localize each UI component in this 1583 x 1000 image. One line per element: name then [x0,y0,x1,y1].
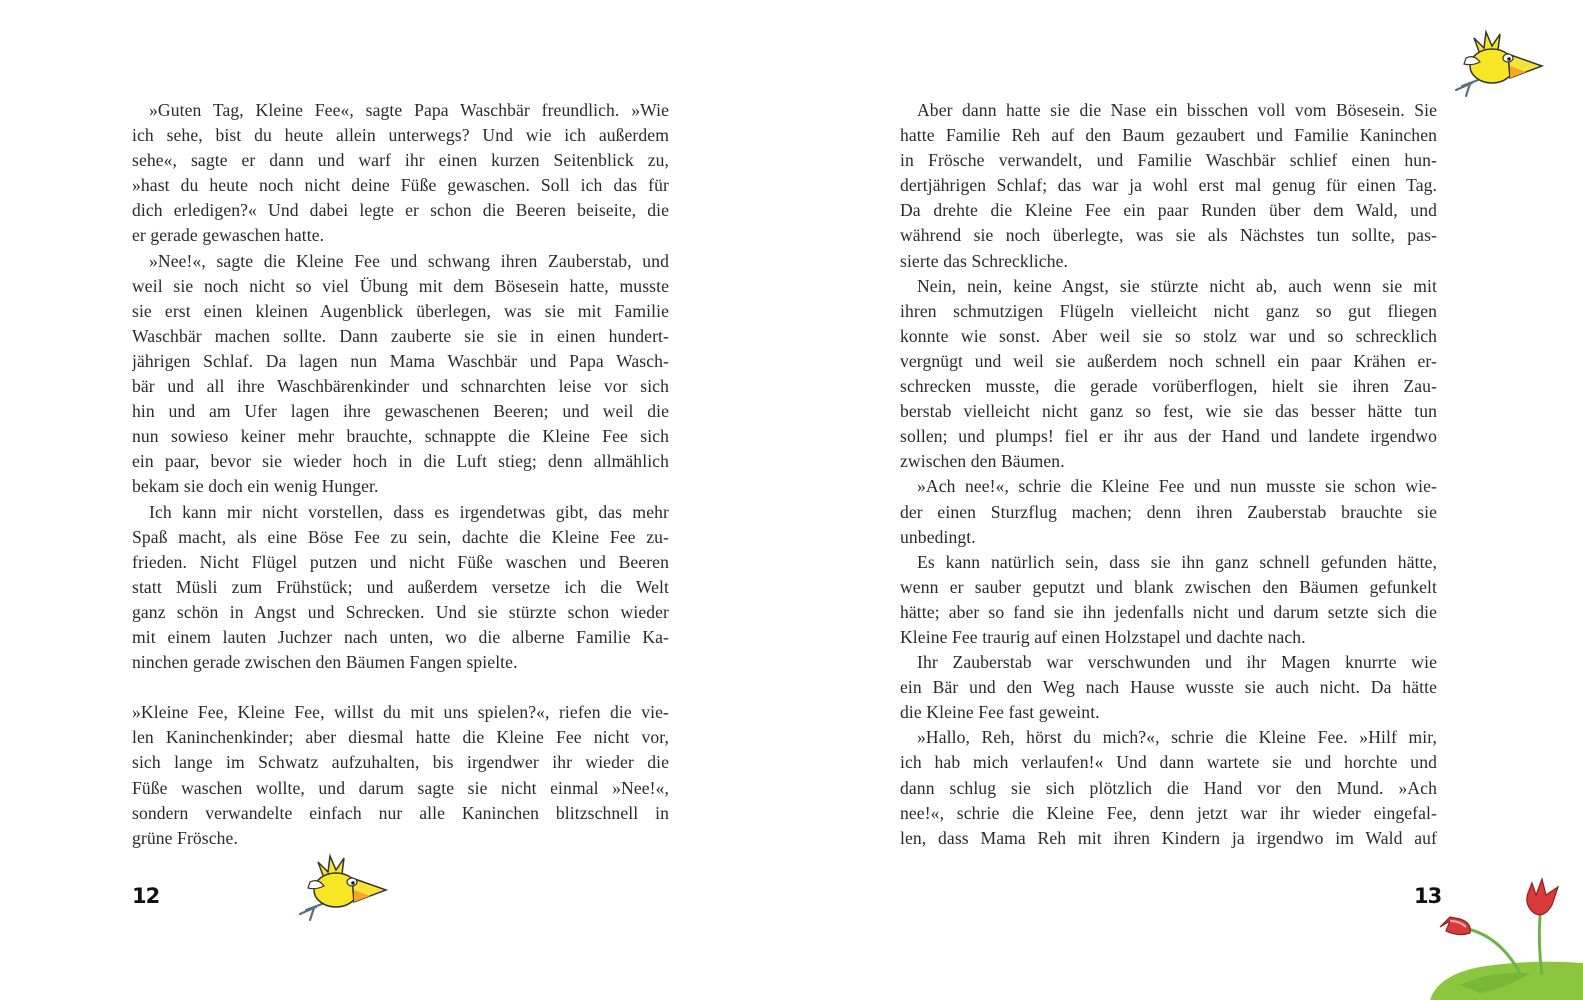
text-line: Ich kann mir nicht vorstellen, dass es irgendetwas gibt, das mehr [149,501,669,522]
text-line: vergnügt und weil sie außerdem noch schnell ein paar Krähen er- [900,350,1437,371]
text-line: sollen; und plumps! fiel er ihr aus der Hand und landete irgendwo [900,426,1437,447]
text-line: ein paar, bevor sie wieder hoch in die Luft stieg; denn allmählich [132,451,669,472]
text-line: sehe«, sagte er dann und warf ihr einen kurzen Seitenblick zu, [132,150,669,171]
text-line: len, dass Mama Reh mit ihren Kindern ja irgendwo im Wald auf [900,827,1437,848]
text-line: ich hab mich verlaufen!« Und dann wartete sie und horchte und [900,752,1437,773]
text-line: »Nee!«, sagte die Kleine Fee und schwang ihren Zauberstab, und [149,250,669,271]
left-page [0,0,791,1000]
text-line: »Kleine Fee, Kleine Fee, willst du mit uns spielen?«, riefen die vie- [132,702,669,723]
text-line: sondern verwandelte einfach nur alle Kaninchen blitzschnell in [132,802,669,823]
text-line: Waschbär machen sollte. Dann zauberte sie sie in einen hundert- [132,325,669,346]
text-line: Da drehte die Kleine Fee ein paar Runden über dem Wald, und [900,200,1437,221]
text-line: berstab vielleicht nicht ganz so fest, wie sie das besser hätte tun [900,401,1437,422]
text-line: hätte; aber so fand sie ihn jedenfalls nicht und darum setzte sich die [900,601,1437,622]
tulip-tall [1527,879,1558,915]
red-tulips-on-green-hill-illustration [1420,875,1583,1000]
text-line: »Ach nee!«, schrie die Kleine Fee und nun musste sie schon wie- [917,476,1437,497]
text-line: ninchen gerade zwischen den Bäumen Fangen spielte. [132,652,518,673]
bird-pupil [351,881,355,885]
text-line: Spaß macht, als eine Böse Fee zu sein, dachte die Kleine Fee zu- [132,526,669,547]
text-line: »Guten Tag, Kleine Fee«, sagte Papa Waschbär freundlich. »Wie [149,100,669,120]
text-line: frieden. Nicht Flügel putzen und nicht Füße waschen und Beeren [132,551,669,572]
text-line: jährigen Schlaf. Da lagen nun Mama Waschbär und Papa Wasch- [132,350,669,371]
yellow-bird-illustration [1452,28,1544,100]
text-line: wenn er sauber geputzt und blank zwischen den Bäumen gefunkelt [900,576,1437,597]
text-line: sie erst einen kleinen Augenblick überlegen, was sie mit Familie [132,300,669,321]
text-line: unbedingt. [900,526,976,547]
text-line: Es kann natürlich sein, dass sie ihn ganz schnell gefunden hätte, [917,551,1437,572]
text-line: nee!«, schrie die Kleine Fee, denn jetzt war ihr wieder eingefal- [900,802,1437,823]
page-number: 13 [1414,884,1442,908]
text-line: mit einem lauten Juchzer nach unten, wo die alberne Familie Ka- [132,626,669,647]
page-number: 12 [132,884,160,908]
text-line: ihren schmutzigen Flügeln vielleicht nicht ganz so gut fliegen [900,300,1437,321]
text-line: dertjährigen Schlaf; das war ja wohl erst mal genug für einen Tag. [900,175,1437,196]
left-page-text [132,98,669,851]
bird-feet [300,904,322,920]
text-line: Kleine Fee traurig auf einen Holzstapel und dachte nach. [900,626,1306,647]
text-line: len Kaninchenkinder; aber diesmal hatte die Kleine Fee nicht vor, [132,727,669,748]
text-line: ein Bär und den Weg nach Hause wusste sie auch nicht. Da hätte [900,677,1437,698]
text-line: der einen Sturzflug machen; denn ihren Zauberstab brauchte sie [900,501,1437,522]
text-line: ganz schön in Angst und Schrecken. Und sie stürzte schon wieder [132,601,669,622]
text-line: hatte Familie Reh auf den Baum gezaubert und Familie Kaninchen [900,125,1437,146]
text-line: konnte wie sonst. Aber weil sie so stolz war und so schrecklich [900,325,1437,346]
right-page-text [900,98,1437,851]
paragraph-gap [132,675,669,700]
text-line: die Kleine Fee fast geweint. [900,702,1100,723]
tulip-stem-tall [1539,915,1542,975]
right-page [792,0,1583,1000]
text-line: sich lange im Schwatz aufzuhalten, bis irgendwer ihr wieder die [132,752,669,773]
text-line: während sie noch überlegte, was sie als Nächstes tun sollte, pas- [900,225,1437,246]
bird-feet [1456,80,1478,96]
bird-pupil [1507,57,1511,61]
text-line: Nein, nein, keine Angst, sie stürzte nicht ab, auch wenn sie mit [917,275,1437,296]
text-line: er gerade gewaschen hatte. [132,225,325,246]
text-line: bekam sie doch ein wenig Hunger. [132,476,379,497]
text-line: Füße waschen wollte, und darum sagte sie nicht einmal »Nee!«, [132,777,669,798]
text-line: ich sehe, bist du heute allein unterwegs? Und wie ich außerdem [132,125,669,146]
text-line: Ihr Zauberstab war verschwunden und ihr Magen knurrte wie [917,652,1437,673]
text-line: dann schlug sie sich plötzlich die Hand vor den Mund. »Ach [900,777,1437,798]
text-line: in Frösche verwandelt, und Familie Waschbär schlief einen hun- [900,150,1437,171]
text-line: zwischen den Bäumen. [900,451,1065,472]
text-line: schrecken musste, die gerade vorüberflogen, hielt sie ihren Zau- [900,376,1437,397]
text-line: weil sie noch nicht so viel Übung mit dem Bösesein hatte, musste [132,275,669,296]
text-line: statt Müsli zum Frühstück; und außerdem versetze ich die Welt [132,576,669,597]
text-line: sierte das Schreckliche. [900,250,1069,271]
text-line: »hast du heute noch nicht deine Füße gewaschen. Soll ich das für [132,175,669,196]
text-line: dich erledigen?« Und dabei legte er schon die Beeren beiseite, die [132,200,669,221]
text-line: grüne Frösche. [132,827,238,848]
text-line: hin und am Ufer lagen ihre gewaschenen Beeren; und weil die [132,401,669,422]
text-line: bär und all ihre Waschbärenkinder und schnarchten leise vor sich [132,376,669,397]
text-line: »Hallo, Reh, hörst du mich?«, schrie die Kleine Fee. »Hilf mir, [917,727,1437,748]
text-line: Aber dann hatte sie die Nase ein bisschen voll vom Bösesein. Sie [917,100,1437,120]
yellow-bird-illustration [296,852,388,924]
text-line: nun sowieso keiner mehr brauchte, schnappte die Kleine Fee sich [132,426,669,447]
